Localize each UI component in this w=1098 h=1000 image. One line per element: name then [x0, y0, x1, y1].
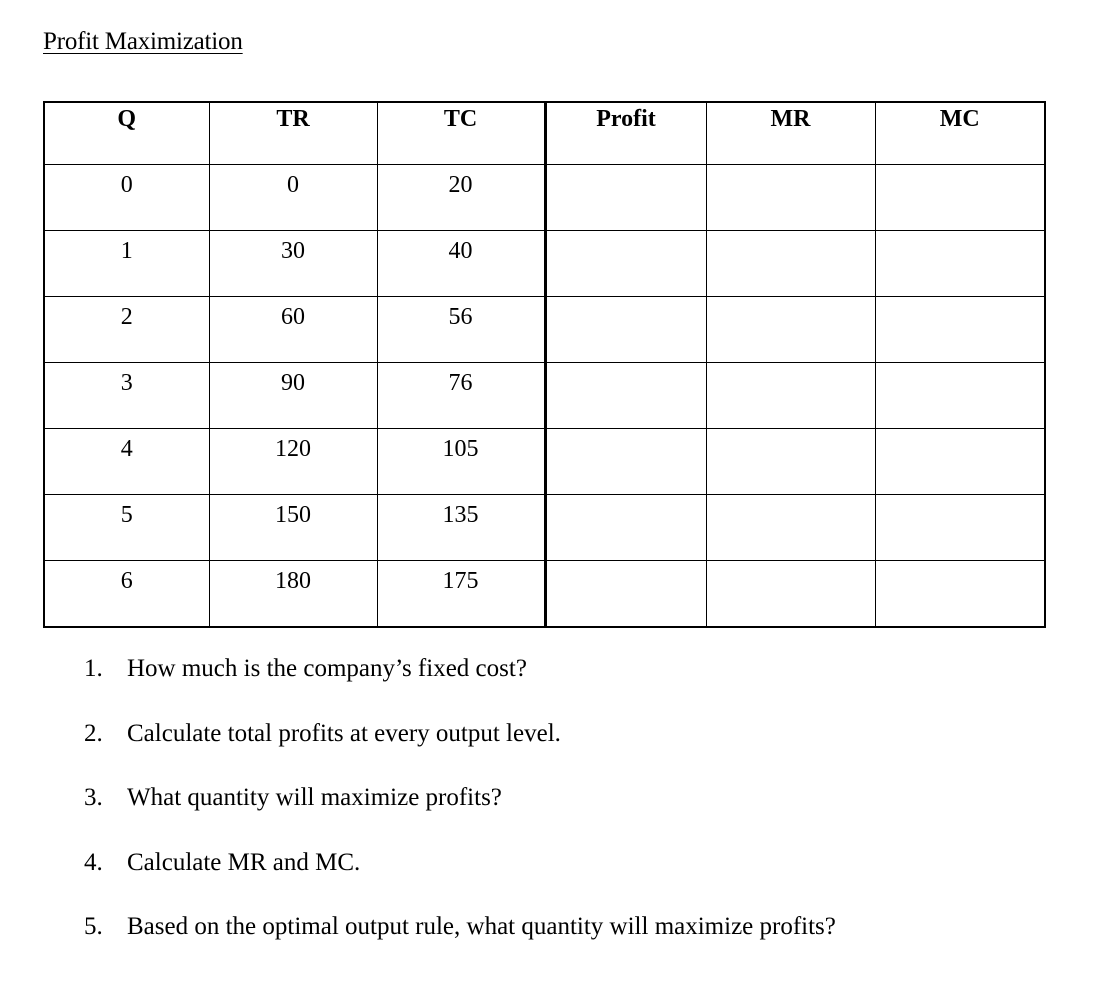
cell-q: 6	[44, 561, 209, 628]
cell-profit	[545, 495, 706, 561]
header-mr: MR	[706, 102, 875, 165]
cell-q: 1	[44, 231, 209, 297]
cell-mc	[875, 297, 1045, 363]
table-row	[44, 495, 1045, 561]
header-profit: Profit	[545, 102, 706, 165]
question-number: 2.	[84, 719, 103, 747]
cell-tr: 180	[209, 561, 377, 628]
cell-profit	[545, 561, 706, 628]
header-tc: TC	[377, 102, 545, 165]
table-row	[44, 429, 1045, 495]
question-number: 5.	[84, 913, 103, 940]
cell-tc: 56	[377, 297, 545, 363]
question-text: Based on the optimal output rule, what quantity will maximize profits?	[127, 913, 836, 940]
cell-tr: 90	[209, 363, 377, 429]
header-mc: MC	[875, 102, 1045, 165]
profit-table	[43, 101, 1046, 628]
table-row	[44, 363, 1045, 429]
cell-mc	[875, 165, 1045, 231]
cell-mc	[875, 495, 1045, 561]
table-row	[44, 231, 1045, 297]
cell-mr	[706, 231, 875, 297]
question-text: How much is the company’s fixed cost?	[127, 655, 527, 682]
cell-tc: 20	[377, 165, 545, 231]
question-number: 3.	[84, 784, 103, 811]
cell-profit	[545, 363, 706, 429]
table-row	[44, 297, 1045, 363]
table-row	[44, 561, 1045, 628]
question-text: Calculate MR and MC.	[127, 848, 361, 876]
header-tr: TR	[209, 102, 377, 165]
question-item	[84, 849, 836, 914]
cell-q: 0	[44, 165, 209, 231]
question-number: 4.	[84, 848, 103, 876]
cell-tc: 175	[377, 561, 545, 628]
cell-q: 5	[44, 495, 209, 561]
table-row	[44, 165, 1045, 231]
question-text: Calculate total profits at every output level.	[127, 719, 561, 747]
question-number: 1.	[84, 655, 103, 682]
question-text: What quantity will maximize profits?	[127, 784, 502, 811]
cell-mr	[706, 165, 875, 231]
cell-profit	[545, 297, 706, 363]
cell-tc: 76	[377, 363, 545, 429]
cell-tc: 40	[377, 231, 545, 297]
cell-q: 3	[44, 363, 209, 429]
question-item	[84, 655, 836, 720]
cell-profit	[545, 429, 706, 495]
cell-tr: 60	[209, 297, 377, 363]
cell-q: 2	[44, 297, 209, 363]
page-title: Profit Maximization	[43, 28, 243, 55]
cell-profit	[545, 231, 706, 297]
cell-mr	[706, 363, 875, 429]
cell-tc: 135	[377, 495, 545, 561]
cell-mc	[875, 231, 1045, 297]
cell-mc	[875, 363, 1045, 429]
cell-tr: 0	[209, 165, 377, 231]
cell-q: 4	[44, 429, 209, 495]
question-item	[84, 913, 836, 978]
cell-mr	[706, 561, 875, 628]
cell-tr: 150	[209, 495, 377, 561]
question-item	[84, 784, 836, 849]
table-header-row	[44, 102, 1045, 165]
cell-tr: 30	[209, 231, 377, 297]
cell-mr	[706, 297, 875, 363]
cell-tr: 120	[209, 429, 377, 495]
cell-mr	[706, 429, 875, 495]
question-item	[84, 720, 836, 785]
header-q: Q	[44, 102, 209, 165]
cell-tc: 105	[377, 429, 545, 495]
cell-mc	[875, 429, 1045, 495]
cell-profit	[545, 165, 706, 231]
cell-mc	[875, 561, 1045, 628]
cell-mr	[706, 495, 875, 561]
question-list	[84, 655, 836, 978]
